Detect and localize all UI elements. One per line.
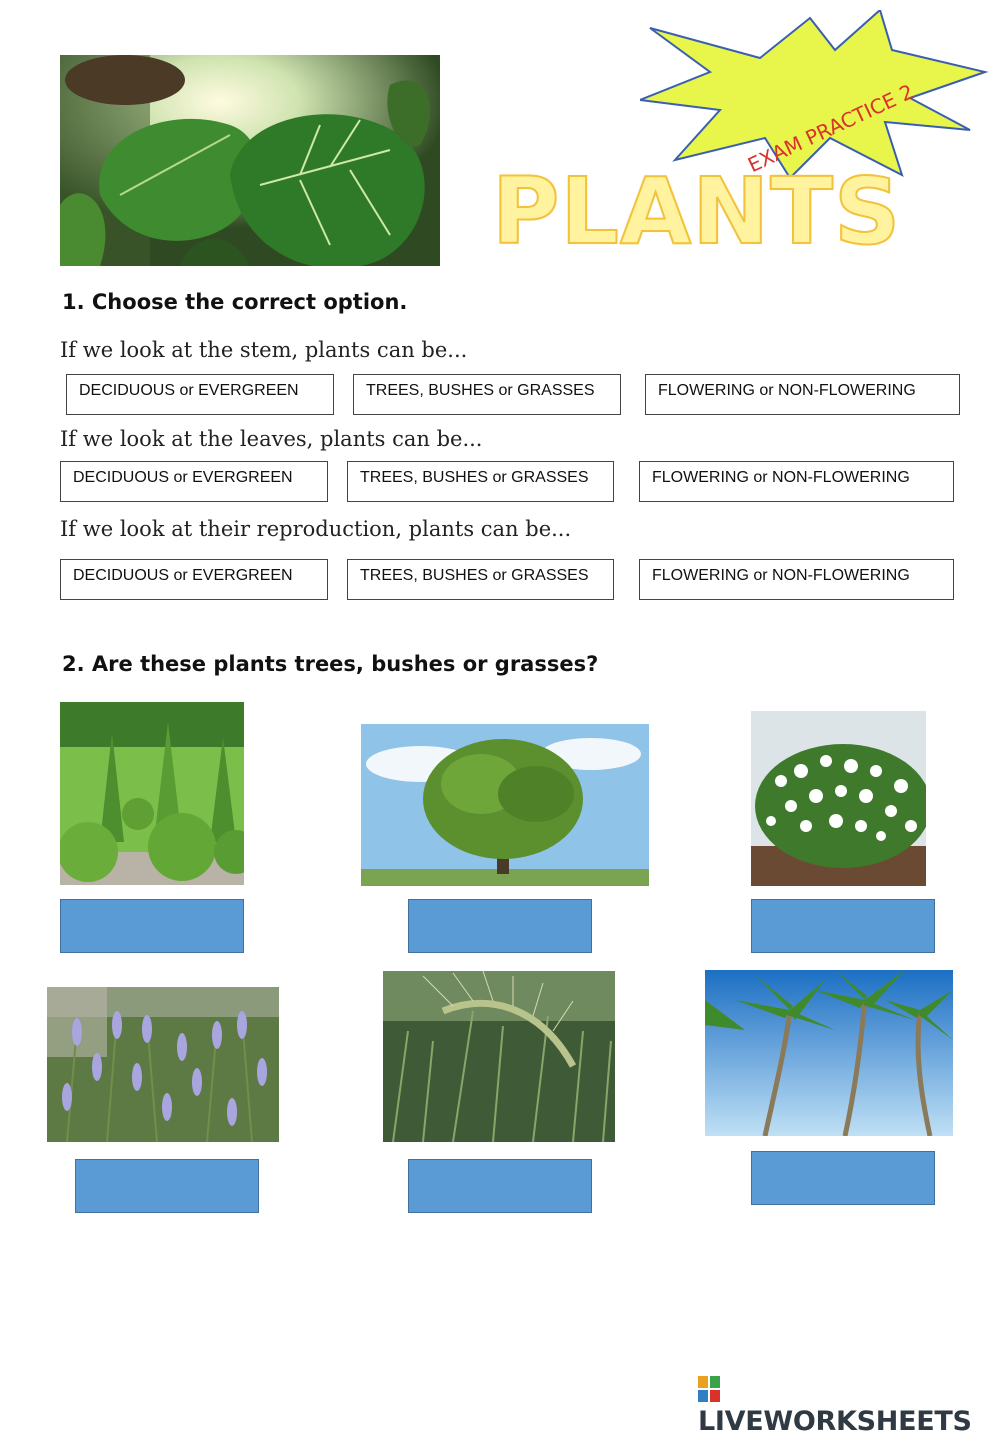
question-prompt-leaves: If we look at the leaves, plants can be... — [60, 427, 483, 451]
page-title: PLANTS — [492, 158, 902, 265]
section1-heading: 1. Choose the correct option. — [62, 290, 408, 314]
answer-input-2[interactable] — [408, 899, 592, 953]
option-deciduous-evergreen[interactable]: DECIDUOUS or EVERGREEN — [60, 461, 328, 502]
answer-input-6[interactable] — [751, 1151, 935, 1205]
topiary-bushes-photo — [60, 702, 244, 885]
brand-name: LIVEWORKSHEETS — [698, 1406, 972, 1437]
option-flowering-non-flowering[interactable]: FLOWERING or NON-FLOWERING — [639, 559, 954, 600]
exam-practice-badge: EXAM PRACTICE 2 — [744, 79, 918, 178]
option-trees-bushes-grasses[interactable]: TREES, BUSHES or GRASSES — [347, 559, 614, 600]
option-trees-bushes-grasses[interactable]: TREES, BUSHES or GRASSES — [353, 374, 621, 415]
flowering-bush-photo — [751, 711, 926, 886]
exam-practice-starburst — [640, 10, 990, 180]
answer-input-1[interactable] — [60, 899, 244, 953]
question-prompt-stem: If we look at the stem, plants can be... — [60, 338, 468, 362]
answer-input-4[interactable] — [75, 1159, 259, 1213]
palm-trees-photo — [705, 970, 953, 1136]
answer-input-3[interactable] — [751, 899, 935, 953]
oak-tree-photo — [361, 724, 649, 886]
lavender-bush-photo — [47, 987, 279, 1142]
option-trees-bushes-grasses[interactable]: TREES, BUSHES or GRASSES — [347, 461, 614, 502]
option-deciduous-evergreen[interactable]: DECIDUOUS or EVERGREEN — [60, 559, 328, 600]
liveworksheets-logo-icon — [698, 1376, 720, 1402]
liveworksheets-brand — [698, 1375, 994, 1437]
answer-input-5[interactable] — [408, 1159, 592, 1213]
option-flowering-non-flowering[interactable]: FLOWERING or NON-FLOWERING — [645, 374, 960, 415]
option-flowering-non-flowering[interactable]: FLOWERING or NON-FLOWERING — [639, 461, 954, 502]
question-prompt-reproduction: If we look at their reproduction, plants can be... — [60, 517, 572, 541]
hero-leaves-photo — [60, 55, 440, 266]
wheat-grass-photo — [383, 971, 615, 1142]
section2-heading: 2. Are these plants trees, bushes or grasses? — [62, 652, 599, 676]
option-deciduous-evergreen[interactable]: DECIDUOUS or EVERGREEN — [66, 374, 334, 415]
